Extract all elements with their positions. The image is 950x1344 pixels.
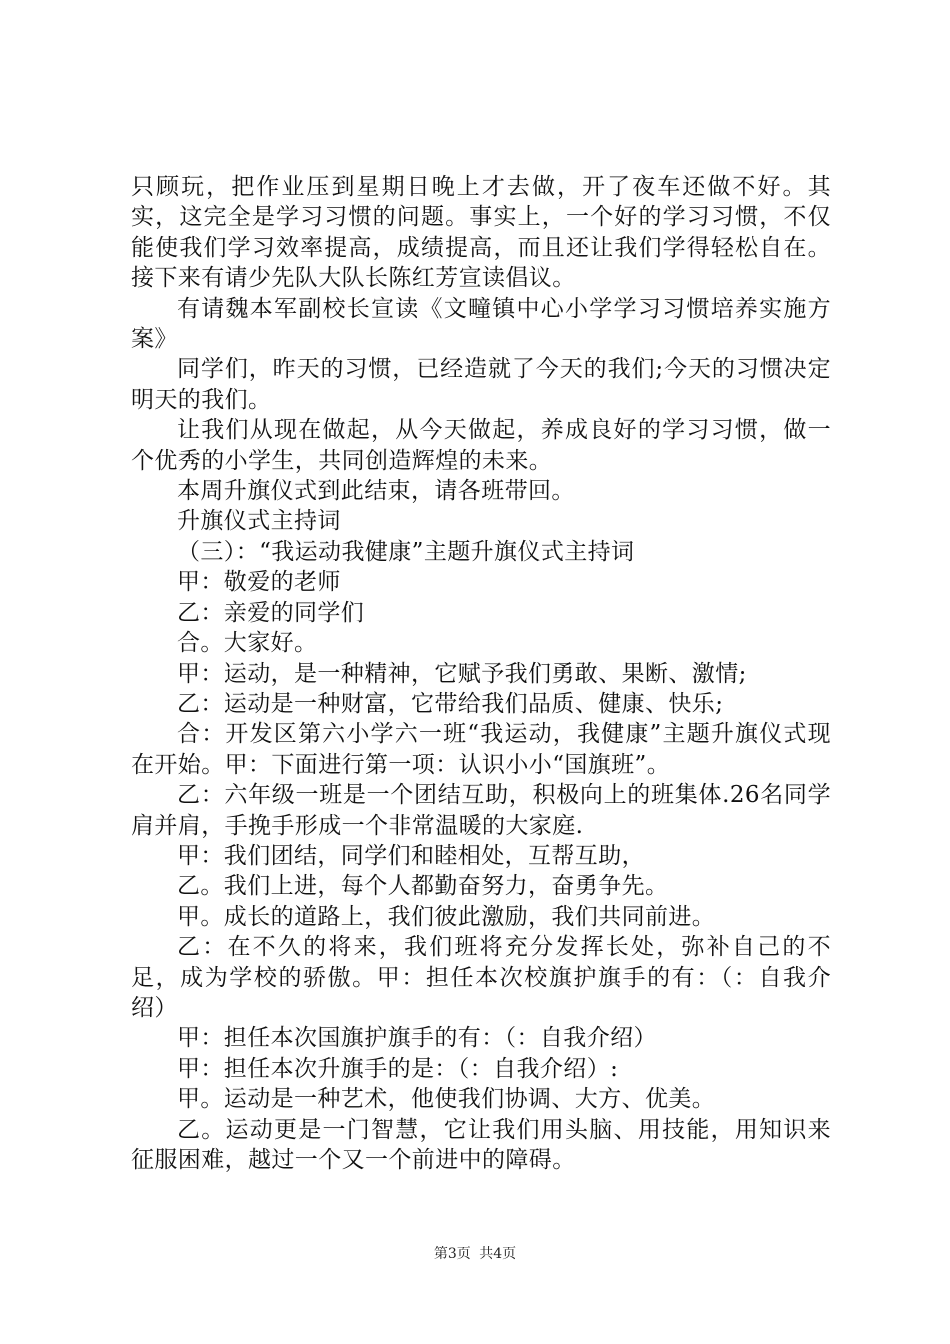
- paragraph: 乙：在不久的将来，我们班将充分发挥长处，弥补自己的不足，成为学校的骄傲。甲：担任本次校旗护旗手的有：（：自我介绍）: [131, 934, 831, 1021]
- page-number: 第3页: [433, 1246, 471, 1262]
- paragraph: 乙：运动是一种财富，它带给我们品质、健康、快乐;: [177, 690, 724, 717]
- page-total: 共4页: [479, 1246, 517, 1262]
- paragraph: 乙。运动更是一门智慧，它让我们用头脑、用技能，用知识来征服困难，越过一个又一个前进中的障碍。: [131, 1116, 831, 1173]
- paragraph: 甲：担任本次升旗手的是：（：自我介绍）:: [177, 1055, 619, 1082]
- paragraph: 升旗仪式主持词: [177, 508, 341, 535]
- paragraph: 本周升旗仪式到此结束，请各班带回。: [177, 478, 575, 505]
- paragraph: 乙：亲爱的同学们: [177, 599, 365, 626]
- paragraph: 让我们从现在做起，从今天做起，养成良好的学习习惯，做一个优秀的小学生，共同创造辉煌的未来。: [131, 417, 831, 474]
- paragraph: 合：开发区第六小学六一班“我运动，我健康”主题升旗仪式现在开始。甲：下面进行第一项：认识小小“国旗班”。: [131, 721, 831, 778]
- paragraph: 乙。我们上进，每个人都勤奋努力，奋勇争先。: [177, 873, 669, 900]
- paragraph: 合。大家好。: [177, 630, 318, 657]
- paragraph: 同学们，昨天的习惯，已经造就了今天的我们;今天的习惯决定明天的我们。: [131, 356, 831, 413]
- paragraph: 甲：担任本次国旗护旗手的有：（：自我介绍）: [177, 1025, 657, 1052]
- paragraph: 有请魏本军副校长宣读《文疃镇中心小学学习习惯培养实施方案》: [131, 295, 831, 353]
- paragraph: 乙：六年级一班是一个团结互助，积极向上的班集体.26名同学肩并肩，手挽手形成一个非常温暖的大家庭.: [131, 782, 831, 839]
- paragraph: 甲：我们团结，同学们和睦相处，互帮互助，: [177, 842, 645, 869]
- document-body: [131, 172, 831, 1175]
- paragraph: 甲：敬爱的老师: [177, 569, 341, 596]
- paragraph: 甲：运动，是一种精神，它赋予我们勇敢、果断、激情;: [177, 660, 747, 687]
- paragraph: （三）：“我运动我健康”主题升旗仪式主持词: [177, 538, 635, 565]
- paragraph: 只顾玩，把作业压到星期日晚上才去做，开了夜车还做不好。其实，这完全是学习习惯的问题。事实上，一个好的学习习惯，不仅能使我们学习效率提高，成绩提高，而且还让我们学得轻松自在。接下来有请少先队大队长陈红芳宣读倡议。: [131, 174, 831, 292]
- paragraph: 甲。运动是一种艺术，他使我们协调、大方、优美。: [177, 1086, 716, 1113]
- page-footer: [0, 1244, 950, 1264]
- paragraph: 甲。成长的道路上，我们彼此激励，我们共同前进。: [177, 903, 716, 930]
